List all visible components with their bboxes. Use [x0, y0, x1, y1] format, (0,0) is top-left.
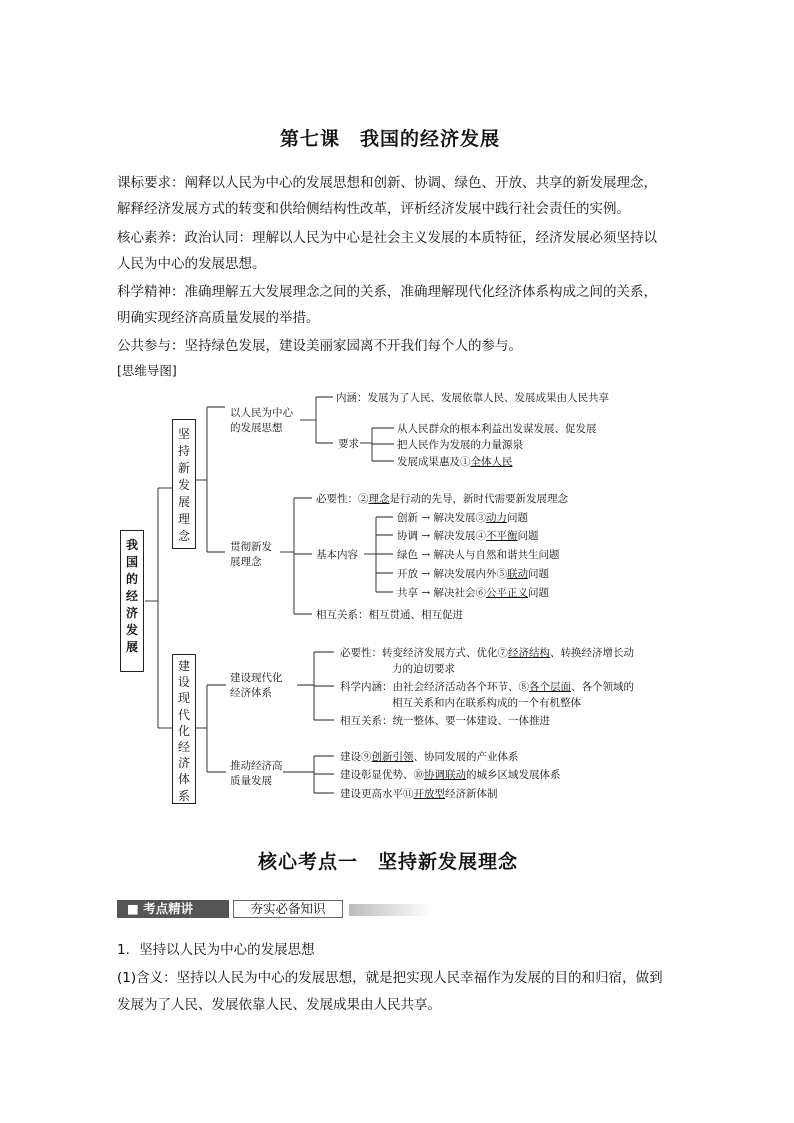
text: 建设⑨: [340, 751, 372, 763]
section-tag-bar: [117, 898, 432, 920]
root-char: 经: [125, 589, 138, 603]
node-line: 经济体系: [230, 687, 272, 699]
branch2-char: 系: [177, 788, 190, 803]
key: 协调: [397, 530, 418, 542]
text: 问题: [517, 530, 539, 542]
knowledge-item-1-line-1: (1)含义：坚持以人民为中心的发展思想，就是把实现人民幸福作为发展的目的和归宿，做到: [117, 970, 663, 986]
branch1-char: 新: [177, 461, 190, 475]
answer-blank-2: 理念: [368, 493, 390, 505]
branch2-char: 代: [177, 707, 190, 722]
requirement-item-2: 把人民作为发展的力量源泉: [397, 439, 523, 451]
development-item-1: [340, 749, 519, 764]
mindmap-root: [120, 530, 144, 672]
literacy-text: 政治认同：理解以人民为中心是社会主义发展的本质特征，经济发展必须坚持以: [184, 230, 657, 246]
root-char: 发: [125, 623, 138, 637]
people-centered-requirement: 要求: [338, 438, 359, 450]
node-line: 质量发展: [230, 775, 272, 787]
node-people-centered: [230, 406, 293, 436]
text: 问题: [507, 512, 528, 524]
knowledge-item-1: 1．坚持以人民为中心的发展思想: [117, 942, 315, 958]
answer-blank-4: 不平衡: [486, 530, 518, 542]
arrow-icon: →: [421, 530, 431, 542]
node-line: 的发展思想: [230, 422, 283, 434]
text: 、转换经济增长动: [550, 647, 634, 659]
text: 必要性：②: [316, 493, 369, 505]
branch1-char: 坚: [177, 427, 190, 441]
concept-item-green: [397, 547, 560, 562]
people-centered-content: 内涵：发展为了人民、发展依靠人民、发展成果由人民共享: [336, 392, 609, 404]
node-implement-concept: [230, 540, 272, 570]
key: 开放: [397, 568, 418, 580]
root-char: 济: [125, 606, 138, 620]
node-line: 贯彻新发: [230, 541, 272, 553]
answer-blank-8: 各个层面: [529, 681, 571, 693]
node-build-modern-system: [230, 671, 283, 701]
concept-item-openness: [397, 566, 549, 581]
answer-blank-5: 联动: [507, 568, 528, 580]
text: 解决社会⑥: [433, 587, 486, 599]
branch2-char: 现: [177, 691, 190, 706]
arrow-icon: →: [421, 587, 431, 599]
text: 建设更高水平⑪: [340, 788, 414, 800]
mindmap-label: [思维导图]: [117, 363, 177, 378]
key: 共享: [397, 587, 418, 599]
concept-item-innovation: [397, 510, 528, 525]
key: 创新: [397, 512, 418, 524]
text: 相互关系和内在联系构成的一个有机整体: [392, 697, 581, 709]
branch2-char: 化: [177, 723, 190, 738]
branch1-char: 持: [177, 444, 190, 458]
branch-new-development-concept: [172, 419, 196, 549]
development-item-3: [340, 786, 498, 801]
arrow-icon: →: [421, 512, 431, 524]
requirement-text: 阐释以人民为中心的发展思想和创新、协调、绿色、开放、共享的新发展理念，: [184, 175, 657, 191]
tag-key-points: ■ 考点精讲: [117, 900, 229, 918]
branch2-char: 建: [177, 659, 190, 673]
node-line: 建设现代化: [230, 672, 283, 684]
literacy-label: 核心素养：: [117, 230, 185, 246]
branch1-char: 理: [177, 512, 190, 526]
text: 力的迫切要求: [392, 663, 455, 675]
answer-blank-1: 全体人民: [470, 456, 513, 468]
text: 问题: [528, 587, 549, 599]
system-relation: 相互关系：统一整体、要一体建设、一体推进: [340, 715, 550, 727]
science-line-2: 明确实现经济高质量发展的举措。: [117, 310, 320, 326]
text: 是行动的先导，新时代需要新发展理念: [389, 493, 568, 505]
answer-blank-3: 动力: [486, 512, 507, 524]
text: 经济新体制: [445, 788, 498, 800]
answer-blank-6: 公平正义: [486, 587, 528, 599]
node-line: 展理念: [230, 556, 262, 568]
tag-decoration: [349, 904, 432, 916]
text: 解决发展③: [433, 512, 486, 524]
requirement-label: 课标要求：: [117, 175, 185, 191]
root-char: 展: [125, 640, 138, 654]
requirement-line-2: 解释经济发展方式的转变和供给侧结构性改革，评析经济发展中践行社会责任的实例。: [117, 201, 630, 217]
tag-essential-knowledge: 夯实必备知识: [233, 900, 343, 918]
text: 的城乡区域发展体系: [466, 769, 561, 781]
arrow-icon: →: [421, 549, 431, 561]
root-char: 的: [125, 572, 138, 586]
concept-item-coordination: [397, 528, 539, 543]
branch2-char: 经: [177, 740, 190, 755]
literacy-line-2: 人民为中心的发展思想。: [117, 256, 266, 272]
answer-blank-7: 经济结构: [508, 647, 550, 659]
page-title: 第七课 我国的经济发展: [280, 128, 501, 150]
answer-blank-11: 开放型: [413, 788, 445, 800]
text: 解决人与自然和谐共生问题: [433, 549, 560, 561]
concept-necessity: [316, 491, 568, 506]
branch2-char: 设: [177, 675, 190, 690]
text: 发展成果惠及①: [397, 456, 471, 468]
text: 解决发展内外⑤: [433, 568, 507, 580]
branch-modern-economic-system: [172, 654, 196, 804]
node-high-quality-development: [230, 759, 283, 789]
system-connotation: [340, 679, 634, 711]
node-line: 推动经济高: [230, 760, 283, 772]
knowledge-item-1-line-2: 发展为了人民、发展依靠人民、发展成果由人民共享。: [117, 997, 441, 1013]
development-item-2: [340, 767, 561, 782]
branch2-char: 体: [177, 772, 190, 787]
text: 科学内涵：由社会经济活动各个环节、⑧: [340, 681, 529, 693]
concept-relation: 相互关系：相互贯通、相互促进: [316, 609, 463, 621]
text: 、协同发展的产业体系: [413, 751, 519, 763]
branch1-char: 展: [177, 495, 190, 509]
science-line-1: 科学精神：准确理解五大发展理念之间的关系，准确理解现代化经济体系构成之间的关系，: [117, 284, 657, 300]
branch2-char: 济: [177, 756, 190, 771]
requirement-item-1: 从人民群众的根本利益出发谋发展、促发展: [397, 423, 597, 435]
root-char: 国: [125, 555, 138, 569]
text: 问题: [528, 568, 549, 580]
answer-blank-9: 创新引领: [371, 751, 414, 763]
public-line: 公共参与：坚持绿色发展，建设美丽家园离不开我们每个人的参与。: [117, 338, 522, 354]
key: 绿色: [397, 549, 418, 561]
answer-blank-10: 协调联动: [424, 769, 466, 781]
section-heading: 核心考点一 坚持新发展理念: [258, 851, 519, 873]
root-char: 我: [125, 538, 138, 552]
text: 、各个领域的: [571, 681, 634, 693]
text: 建设彰显优势、⑩: [340, 769, 424, 781]
concept-item-sharing: [397, 585, 549, 600]
node-line: 以人民为中心: [230, 407, 293, 419]
text: 必要性：转变经济发展方式、优化⑦: [340, 647, 508, 659]
branch1-char: 念: [177, 529, 190, 543]
system-necessity: [340, 645, 634, 677]
requirement-item-3: [397, 454, 513, 469]
concept-basic-content: 基本内容: [316, 549, 358, 561]
branch1-char: 发: [177, 478, 190, 492]
text: 解决发展④: [433, 530, 486, 542]
arrow-icon: →: [421, 568, 431, 580]
